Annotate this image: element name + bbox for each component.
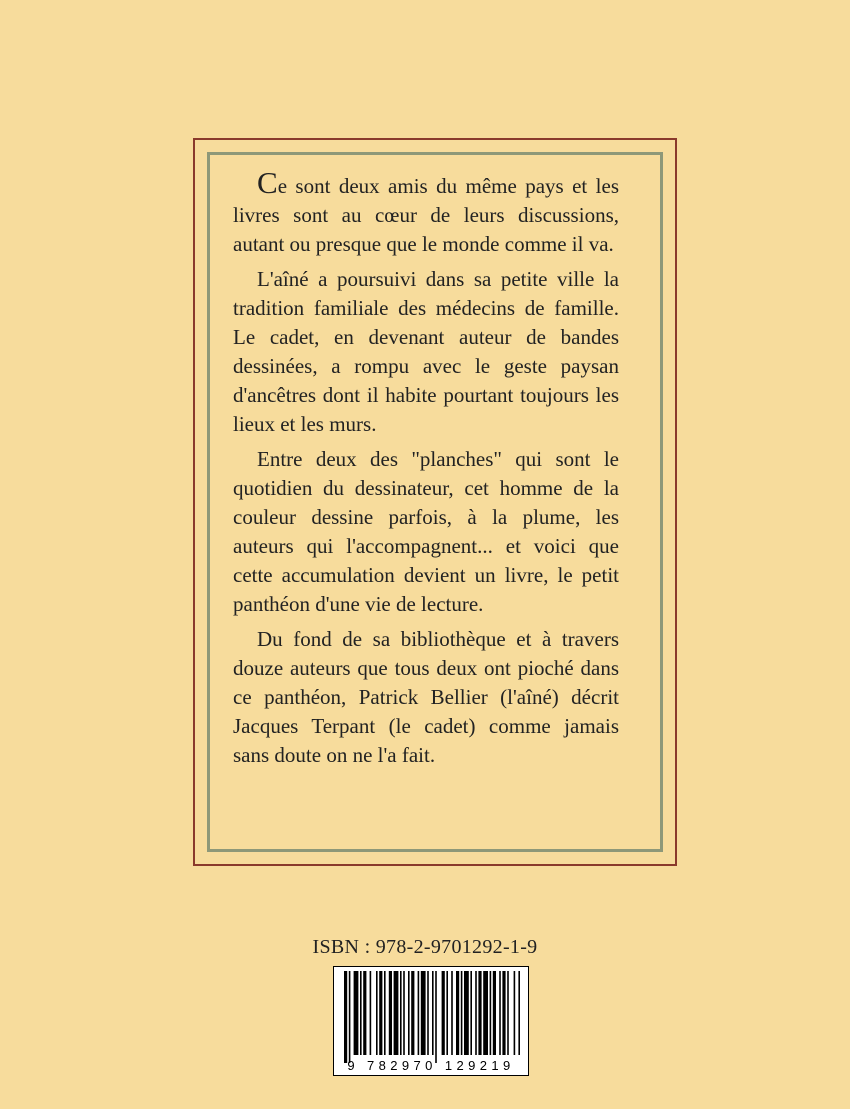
barcode-bar [464, 971, 469, 1055]
barcode-bar [349, 971, 351, 1063]
isbn-label: ISBN : 978-2-9701292-1-9 [312, 936, 538, 958]
barcode-bar [478, 971, 481, 1055]
barcode-bar [403, 971, 405, 1055]
outer-frame [193, 138, 677, 866]
barcode-bar [490, 971, 492, 1055]
barcode-bar [470, 971, 472, 1055]
barcode-bar [408, 971, 410, 1055]
barcode-bar [384, 971, 386, 1055]
blurb-paragraph-2: L'aîné a poursuivi dans sa petite ville la tradition familiale des médecins de famille. Le cadet, en devenant auteur de bandes dessinées, a rompu avec le geste paysan d'ancêtres dont il habite pourtant toujours les lieux et les murs. [233, 267, 619, 436]
barcode-bar [502, 971, 505, 1055]
barcode-bar [421, 971, 426, 1055]
barcode-bar [483, 971, 488, 1055]
blurb-paragraph-1: Ce sont deux amis du même pays et les livres sont au cœur de leurs discussions, autant ou presque que le monde comme il va. [233, 165, 619, 256]
barcode-bar [344, 971, 347, 1063]
barcode-bar [360, 971, 362, 1055]
back-cover-blurb [233, 165, 619, 776]
barcode [333, 966, 529, 1076]
barcode-bar [411, 971, 414, 1055]
barcode-bar [451, 971, 453, 1055]
barcode-bar [389, 971, 392, 1055]
barcode-digits: 9 782970 129219 [347, 1058, 515, 1073]
drop-letter: C [257, 165, 278, 200]
barcode-bar [475, 971, 477, 1055]
barcode-bar [370, 971, 372, 1055]
barcode-bar [461, 971, 463, 1055]
blurb-paragraph-4: Du fond de sa bibliothèque et à travers douze auteurs que tous deux ont pioché dans ce panthéon, Patrick Bellier (l'aîné) décrit Jacques Terpant (le cadet) comme jamais sans doute on ne l'a fait. [233, 627, 619, 767]
barcode-bar [394, 971, 399, 1055]
barcode-bar [518, 971, 520, 1055]
barcode-bar [456, 971, 459, 1055]
barcode-bar [442, 971, 445, 1055]
barcode-bar [493, 971, 496, 1055]
barcode-bar [354, 971, 359, 1055]
barcode-bar [507, 971, 509, 1055]
blurb-paragraph-3: Entre deux des "planches" qui sont le quotidien du dessinateur, cet homme de la couleur dessine parfois, à la plume, les auteurs qui l'accompagnent... et voici que cette accumulation devient un livre, le petit panthéon d'une vie de lecture. [233, 447, 619, 616]
barcode-bar [418, 971, 420, 1055]
barcode-bar [427, 971, 429, 1055]
barcode-bar [446, 971, 448, 1055]
barcode-bar [514, 971, 516, 1055]
barcode-bar [400, 971, 402, 1055]
barcode-bar [432, 971, 434, 1055]
barcode-bar [376, 971, 378, 1055]
barcode-bar [363, 971, 366, 1055]
barcode-bar [435, 971, 437, 1063]
barcode-bar [499, 971, 501, 1055]
barcode-bar [379, 971, 382, 1055]
